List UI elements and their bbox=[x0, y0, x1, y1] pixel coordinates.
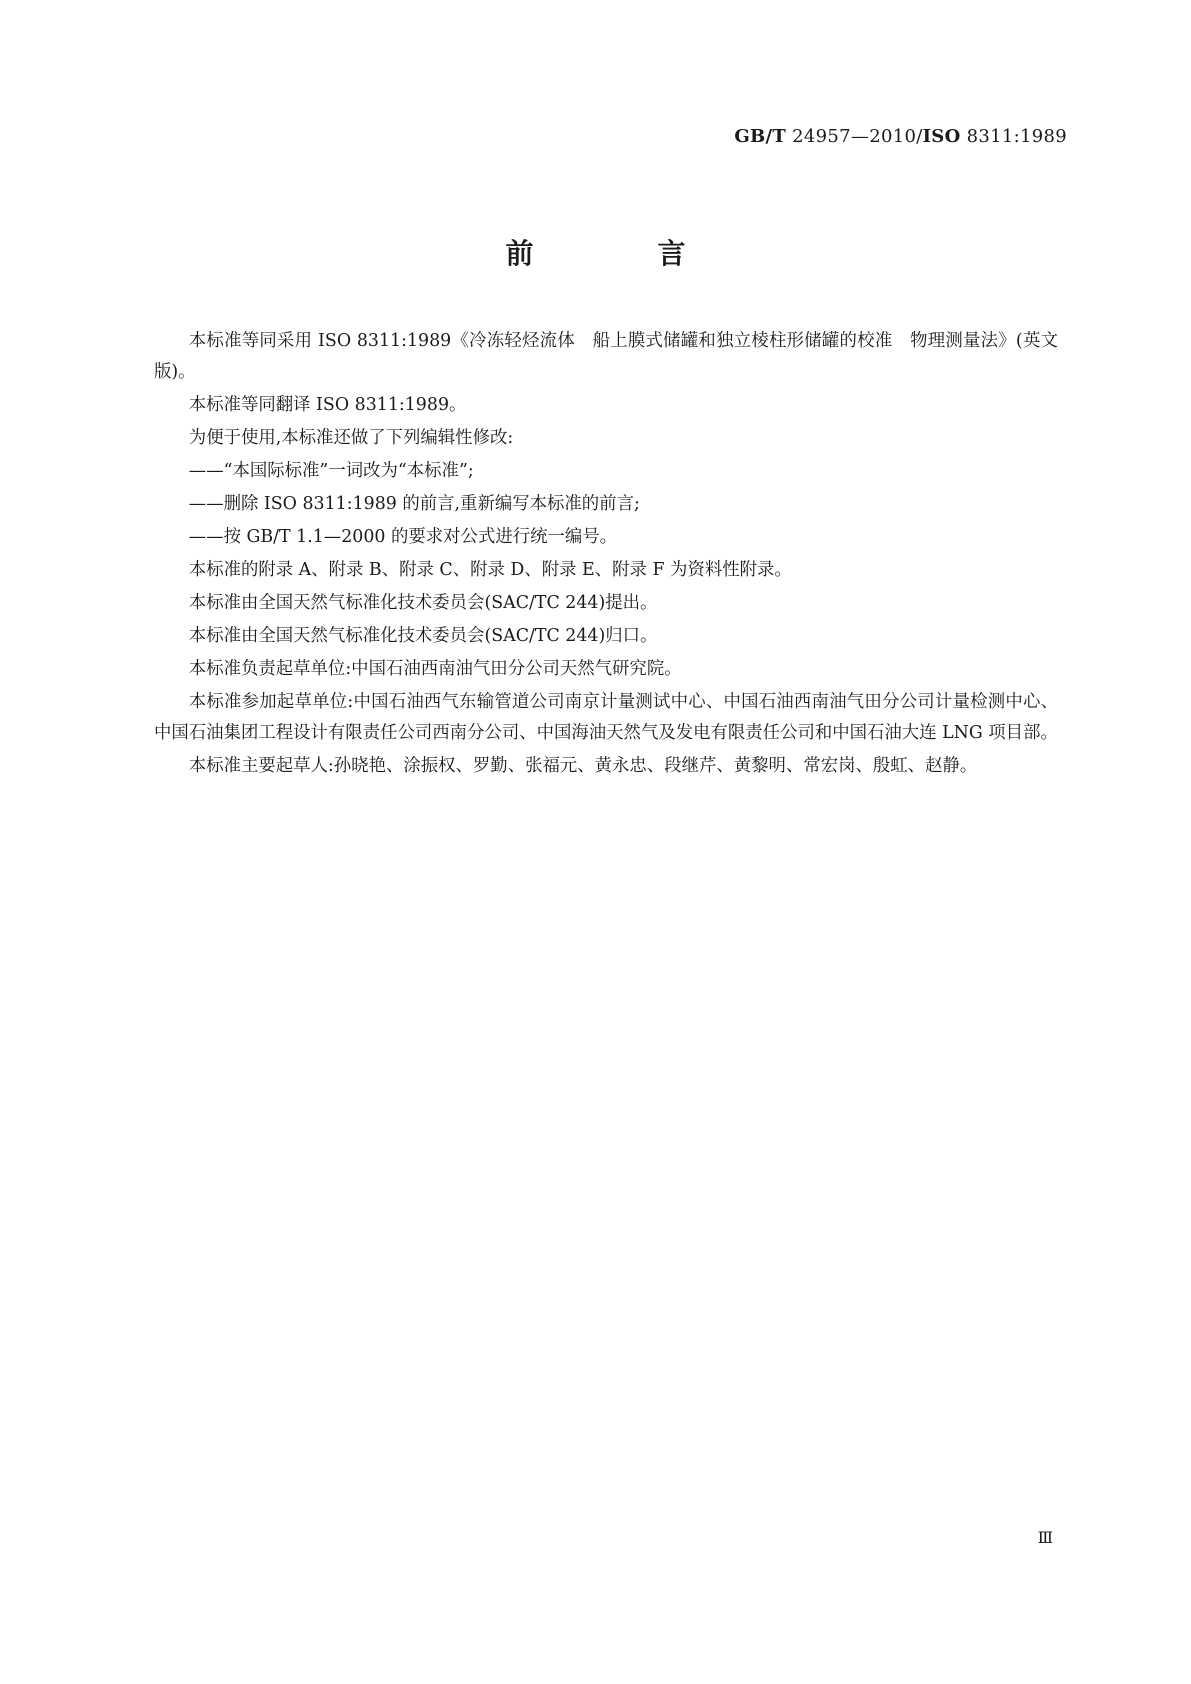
standard-number-header bbox=[734, 126, 1067, 147]
paragraph-editorial-intro: 为便于使用,本标准还做了下列编辑性修改: bbox=[188, 428, 514, 448]
list-item: ——按 GB/T 1.1—2000 的要求对公式进行统一编号。 bbox=[188, 527, 618, 547]
paragraph-proposed-by: 本标准由全国天然气标准化技术委员会(SAC/TC 244)提出。 bbox=[188, 593, 658, 613]
paragraph-translation: 本标准等同翻译 ISO 8311:1989。 bbox=[188, 395, 467, 415]
paragraph-adoption: 本标准等同采用 ISO 8311:1989《冷冻轻烃流体 船上膜式储罐和独立棱柱形储罐的校准 物理测量法》(英文版)。 bbox=[154, 331, 1058, 382]
paragraph-drafting-unit: 本标准负责起草单位:中国石油西南油气田分公司天然气研究院。 bbox=[188, 659, 682, 679]
list-item: ——删除 ISO 8311:1989 的前言,重新编写本标准的前言; bbox=[188, 494, 640, 514]
list-item: ——“本国际标准”一词改为“本标准”; bbox=[188, 461, 474, 481]
foreword-body bbox=[154, 326, 1058, 784]
paragraph-participating-units: 本标准参加起草单位:中国石油西气东输管道公司南京计量测试中心、中国石油西南油气田分公司计量检测中心、中国石油集团工程设计有限责任公司西南分公司、中国海油天然气及发电有限责任公司和中国石油大连 LNG 项目部。 bbox=[154, 692, 1058, 743]
paragraph-annexes: 本标准的附录 A、附录 B、附录 C、附录 D、附录 E、附录 F 为资料性附录。 bbox=[188, 560, 792, 580]
std-code: GB/T bbox=[734, 126, 787, 147]
iso-code: ISO bbox=[922, 126, 961, 147]
std-number: 24957—2010/ bbox=[792, 126, 923, 147]
page-title: 前 言 bbox=[505, 237, 734, 270]
paragraph-centralized-by: 本标准由全国天然气标准化技术委员会(SAC/TC 244)归口。 bbox=[188, 626, 658, 646]
iso-number: 8311:1989 bbox=[966, 126, 1067, 147]
page-number: Ⅲ bbox=[1037, 1528, 1053, 1547]
paragraph-drafters: 本标准主要起草人:孙晓艳、涂振权、罗勤、张福元、黄永忠、段继芹、黄黎明、常宏岗、殷虹、赵静。 bbox=[188, 756, 978, 776]
